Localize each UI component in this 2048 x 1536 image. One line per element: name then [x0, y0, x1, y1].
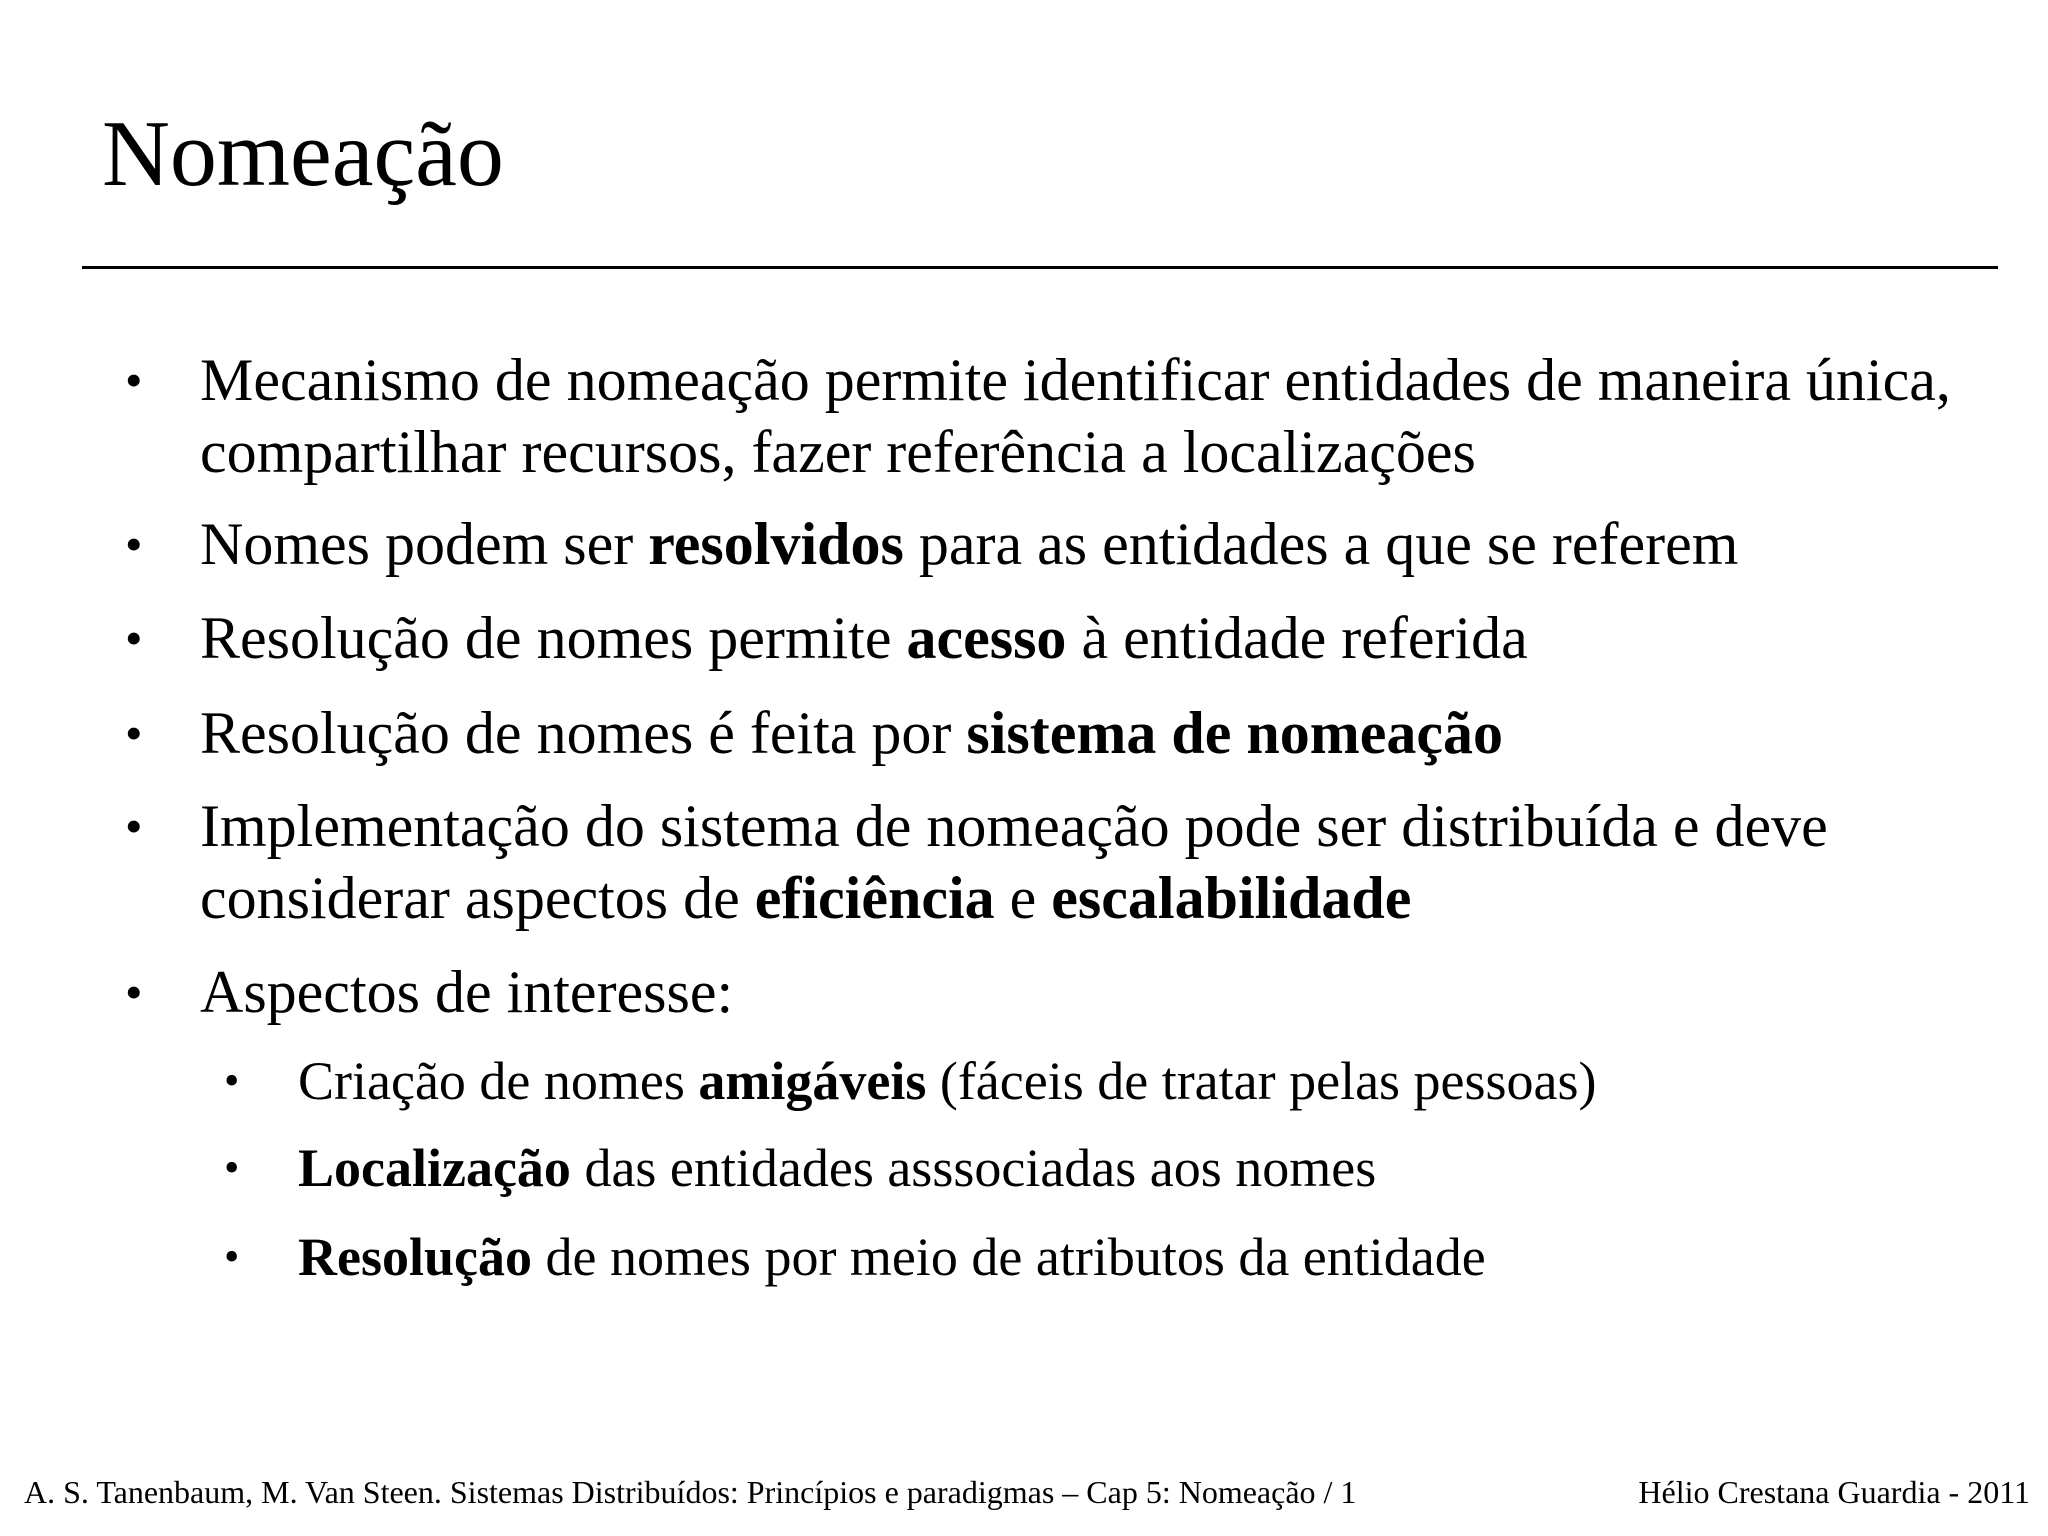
footer-author: Hélio Crestana Guardia - 2011: [1638, 1474, 2030, 1510]
bullet-emphasis: eficiência: [754, 865, 995, 931]
sub-bullet-item: [298, 1135, 1998, 1201]
bullet-emphasis: amigáveis: [698, 1051, 927, 1111]
bullet-text: Implementação do sistema de nomeação pode ser distribuída e deve considerar aspectos de: [200, 793, 1828, 931]
slide-title: Nomeação: [102, 102, 504, 206]
bullet-text: Mecanismo de nomeação permite identificar entidades de maneira única, compartilhar recursos, fazer referência a localizações: [200, 347, 1951, 485]
bullet-item: [200, 602, 1990, 674]
bullet-text: para as entidades a que se referem: [903, 511, 1739, 577]
bullet-item: [200, 790, 1990, 934]
bullet-item: [200, 956, 1990, 1028]
bullet-emphasis: resolvidos: [648, 511, 904, 577]
sub-bullet-item: [298, 1048, 1998, 1114]
bullet-emphasis: Resolução: [298, 1227, 532, 1287]
bullet-text: de nomes por meio de atributos da entidade: [531, 1227, 1486, 1287]
bullet-item: [200, 344, 1990, 488]
sub-bullet-item: [298, 1224, 1998, 1290]
footer-source: A. S. Tanenbaum, M. Van Steen. Sistemas Distribuídos: Princípios e paradigmas – Cap 5: Nomeação / 1: [24, 1474, 1357, 1510]
bullet-text: (fáceis de tratar pelas pessoas): [926, 1051, 1597, 1111]
bullet-emphasis: Localização: [298, 1138, 571, 1198]
bullet-emphasis: acesso: [906, 605, 1067, 671]
bullet-text: à entidade referida: [1066, 605, 1528, 671]
bullet-item: [200, 697, 1990, 769]
bullet-emphasis: sistema de nomeação: [966, 700, 1503, 766]
bullet-item: [200, 508, 1990, 580]
bullet-text: e: [994, 865, 1052, 931]
bullet-text: Resolução de nomes é feita por: [200, 700, 967, 766]
bullet-text: Criação de nomes: [298, 1051, 699, 1111]
bullet-text: Resolução de nomes permite: [200, 605, 907, 671]
bullet-emphasis: escalabilidade: [1051, 865, 1412, 931]
bullet-text: das entidades asssociadas aos nomes: [570, 1138, 1377, 1198]
bullet-text: Aspectos de interesse:: [200, 959, 734, 1025]
bullet-text: Nomes podem ser: [200, 511, 649, 577]
